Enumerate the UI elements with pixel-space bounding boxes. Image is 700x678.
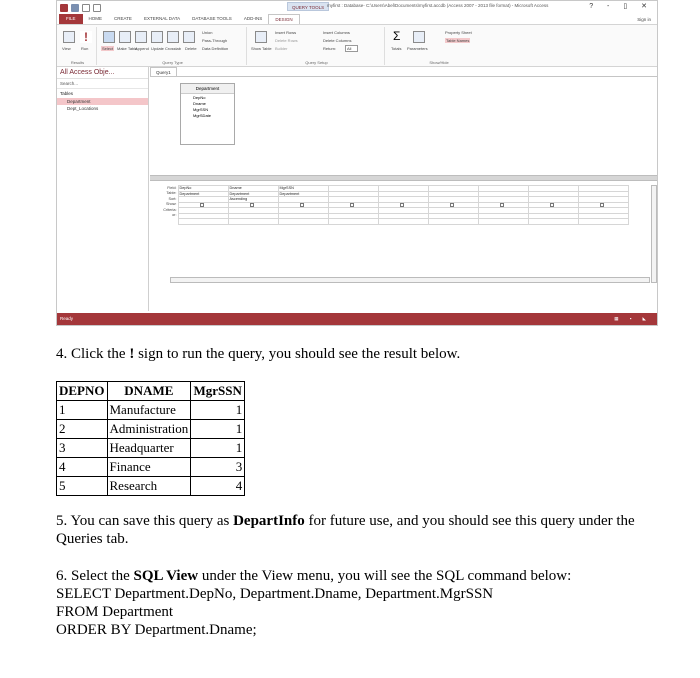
result-header-mgrssn: MgrSSN xyxy=(191,382,245,401)
totals-icon[interactable]: Σ xyxy=(393,29,401,43)
result-cell: 2 xyxy=(57,420,108,439)
result-header-depno: DEPNO xyxy=(57,382,108,401)
context-tab-label: QUERY TOOLS xyxy=(287,2,329,11)
table-row xyxy=(57,420,245,439)
table-box-title: Department xyxy=(181,84,234,94)
result-cell: Manufacture xyxy=(107,401,191,420)
ribbon xyxy=(57,24,657,67)
qbe-empty-cell[interactable] xyxy=(578,219,628,225)
access-screenshot xyxy=(56,0,658,326)
field-mgrssn[interactable]: MgrSSN xyxy=(193,106,209,112)
result-cell: 1 xyxy=(191,401,245,420)
result-cell: 1 xyxy=(191,439,245,458)
ribbon-group-query-type xyxy=(99,27,247,65)
step-4-suffix: sign to run the query, you should see the result below. xyxy=(134,346,461,362)
builder-label[interactable]: Builder xyxy=(275,46,288,51)
query-type-group-label: Query Type xyxy=(162,60,183,65)
tab-database-tools[interactable]: DATABASE TOOLS xyxy=(192,16,232,21)
qbe-empty-cell[interactable] xyxy=(478,219,528,225)
qbe-empty-cell[interactable] xyxy=(528,219,578,225)
show-table-icon[interactable] xyxy=(255,31,267,43)
pass-through-label[interactable]: Pass-Through xyxy=(202,38,228,43)
step-5-text xyxy=(56,512,646,548)
table-row xyxy=(57,401,245,420)
show-checkbox[interactable] xyxy=(400,203,404,207)
field-depno[interactable]: DepNo xyxy=(193,94,206,100)
step-6-bold: SQL View xyxy=(133,568,199,584)
result-cell: 1 xyxy=(57,401,108,420)
result-cell: 5 xyxy=(57,477,108,496)
nav-search-input[interactable]: Search... xyxy=(57,79,148,89)
row-label-table: Table: xyxy=(166,191,177,195)
sign-in-link[interactable]: Sign in xyxy=(637,16,651,22)
step-6-prefix: 6. Select the xyxy=(56,568,134,584)
step-6-suffix: under the View menu, you will see the SQL command below: xyxy=(198,568,572,584)
nav-pane-title[interactable]: All Access Obje... xyxy=(57,67,148,79)
result-cell: Finance xyxy=(107,458,191,477)
view-button-label: View xyxy=(62,46,71,51)
crosstab-icon[interactable] xyxy=(167,31,179,43)
pane-splitter[interactable] xyxy=(150,175,657,181)
status-bar xyxy=(57,313,657,325)
table-row xyxy=(57,458,245,477)
delete-label: Delete xyxy=(185,46,197,51)
sql-line-order-by: ORDER BY Department.Dname; xyxy=(56,622,257,638)
access-logo-icon xyxy=(60,4,68,12)
field-dname[interactable]: Dname xyxy=(193,100,206,106)
result-cell: Headquarter xyxy=(107,439,191,458)
result-header-dname: DNAME xyxy=(107,382,191,401)
delete-rows-label[interactable]: Delete Rows xyxy=(275,38,298,43)
show-checkbox[interactable] xyxy=(300,203,304,207)
step-5-prefix: 5. You can save this query as xyxy=(56,513,234,529)
sql-line-select: SELECT Department.DepNo, Department.Dname, Department.MgrSSN xyxy=(56,586,494,602)
department-table-box[interactable] xyxy=(180,83,235,145)
status-text: Ready xyxy=(60,316,74,321)
parameters-icon[interactable] xyxy=(413,31,425,43)
ribbon-group-results xyxy=(59,27,97,65)
results-group-label: Results xyxy=(70,60,85,65)
step-4-prefix: 4. Click the xyxy=(56,346,130,362)
return-label: Return: xyxy=(323,46,337,51)
select-query-icon[interactable] xyxy=(103,31,115,43)
tab-design[interactable]: DESIGN xyxy=(268,14,299,25)
doc-tab-divider xyxy=(150,76,657,77)
make-table-label: Make Table xyxy=(117,46,138,51)
step-4-bold: ! xyxy=(129,346,135,362)
tab-add-ins[interactable]: ADD-INS xyxy=(243,16,263,21)
tab-external-data[interactable]: EXTERNAL DATA xyxy=(143,16,181,21)
delete-query-icon[interactable] xyxy=(183,31,195,43)
row-label-sort: Sort: xyxy=(168,196,177,201)
show-checkbox[interactable] xyxy=(350,203,354,207)
navigation-pane xyxy=(57,67,149,311)
result-cell: Administration xyxy=(107,420,191,439)
result-cell: 3 xyxy=(191,458,245,477)
parameters-label: Parameters xyxy=(407,46,428,51)
view-switcher-icons[interactable]: ▦ ▪ ◣ xyxy=(614,316,651,321)
nav-item-dept-locations[interactable]: Dept_Locations xyxy=(67,106,99,111)
union-label[interactable]: Union xyxy=(202,30,213,35)
show-hide-group-label: Show/Hide xyxy=(429,60,449,65)
qbe-table-cell[interactable]: Department xyxy=(228,191,278,197)
ribbon-group-query-setup xyxy=(249,27,385,65)
ribbon-group-show-hide xyxy=(387,27,491,65)
qbe-empty-cell[interactable] xyxy=(328,219,378,225)
window-title: myfirst : Database- C:\Users\Abel\Documents\myfirst.accdb (Access 2007 - 2013 file format) - Microsoft Access xyxy=(327,3,549,8)
vertical-scrollbar[interactable] xyxy=(651,185,657,283)
result-cell: 4 xyxy=(57,458,108,477)
qbe-empty-cell[interactable] xyxy=(278,219,328,225)
table-row xyxy=(57,439,245,458)
qbe-table-cell[interactable]: Department xyxy=(178,191,228,197)
window-controls[interactable]: ? - ▯ ✕ xyxy=(589,3,653,10)
ribbon-tabs xyxy=(57,14,657,24)
step-4-text xyxy=(56,345,460,363)
qbe-field-cell[interactable]: Dname xyxy=(228,186,278,192)
sql-line-from: FROM Department xyxy=(56,604,174,620)
quick-access-toolbar xyxy=(57,1,657,14)
tab-query1[interactable]: Query1 xyxy=(150,67,177,76)
view-icon[interactable] xyxy=(63,31,75,43)
crosstab-label: Crosstab xyxy=(165,46,182,51)
tab-create[interactable]: CREATE xyxy=(114,16,132,21)
totals-label: Totals xyxy=(391,46,402,51)
update-label: Update xyxy=(151,46,164,51)
show-checkbox[interactable] xyxy=(250,203,254,207)
data-definition-label[interactable]: Data Definition xyxy=(202,46,229,51)
row-label-or: or: xyxy=(172,213,177,217)
show-checkbox[interactable] xyxy=(500,203,504,207)
nav-item-department[interactable]: Department xyxy=(57,98,148,105)
table-row xyxy=(57,477,245,496)
field-mgrsdate[interactable]: MgrSDate xyxy=(193,112,212,118)
qbe-empty-cell[interactable] xyxy=(378,219,428,225)
qbe-empty-cell[interactable] xyxy=(428,219,478,225)
property-sheet-label[interactable]: Property Sheet xyxy=(445,30,472,35)
show-checkbox[interactable] xyxy=(550,203,554,207)
qbe-table-cell[interactable]: Department xyxy=(278,191,328,197)
update-icon[interactable] xyxy=(151,31,163,43)
result-cell: 3 xyxy=(57,439,108,458)
qbe-sort-cell[interactable]: Ascending xyxy=(228,197,278,203)
show-checkbox[interactable] xyxy=(200,203,204,207)
qbe-empty-cell[interactable] xyxy=(228,219,278,225)
result-cell: 4 xyxy=(191,477,245,496)
step-5-bold: DepartInfo xyxy=(233,513,305,529)
append-label: Append xyxy=(135,46,149,51)
show-checkbox[interactable] xyxy=(450,203,454,207)
qbe-field-cell[interactable]: DepNo xyxy=(178,186,228,192)
return-select[interactable]: All xyxy=(345,45,358,52)
make-table-icon[interactable] xyxy=(119,31,131,43)
append-icon[interactable] xyxy=(135,31,147,43)
row-label-criteria: Criteria: xyxy=(163,207,177,212)
tab-file[interactable]: FILE xyxy=(59,14,83,24)
select-button-label: Select xyxy=(102,46,114,51)
step-5-suffix: for future use, and you should see this query under the Queries tab. xyxy=(56,513,635,547)
delete-columns-label[interactable]: Delete Columns xyxy=(323,38,352,43)
show-table-label: Show Table xyxy=(251,46,272,51)
result-table xyxy=(56,381,245,496)
horizontal-scrollbar[interactable] xyxy=(170,277,650,283)
tab-home[interactable]: HOME xyxy=(88,16,103,21)
run-icon[interactable]: ! xyxy=(80,31,92,43)
redo-icon[interactable] xyxy=(93,4,101,12)
result-cell: Research xyxy=(107,477,191,496)
row-label-show: Show: xyxy=(165,202,177,206)
row-label-field: Field: xyxy=(167,185,177,190)
qbe-grid xyxy=(150,185,650,285)
run-button-label: Run xyxy=(81,46,89,51)
qbe-empty-cell[interactable] xyxy=(178,219,228,225)
table-names-label[interactable]: Table Names xyxy=(446,38,470,43)
show-checkbox[interactable] xyxy=(600,203,604,207)
nav-section-tables[interactable]: Tables xyxy=(60,91,74,96)
result-cell: 1 xyxy=(191,420,245,439)
query-setup-group-label: Query Setup xyxy=(305,60,328,65)
insert-rows-label[interactable]: Insert Rows xyxy=(275,30,297,35)
step-6-text xyxy=(56,567,646,639)
query-design-area xyxy=(150,67,657,311)
save-icon[interactable] xyxy=(71,4,79,12)
insert-columns-label[interactable]: Insert Columns xyxy=(323,30,350,35)
qbe-field-cell[interactable]: MgrSSN xyxy=(278,186,328,192)
undo-icon[interactable] xyxy=(82,4,90,12)
